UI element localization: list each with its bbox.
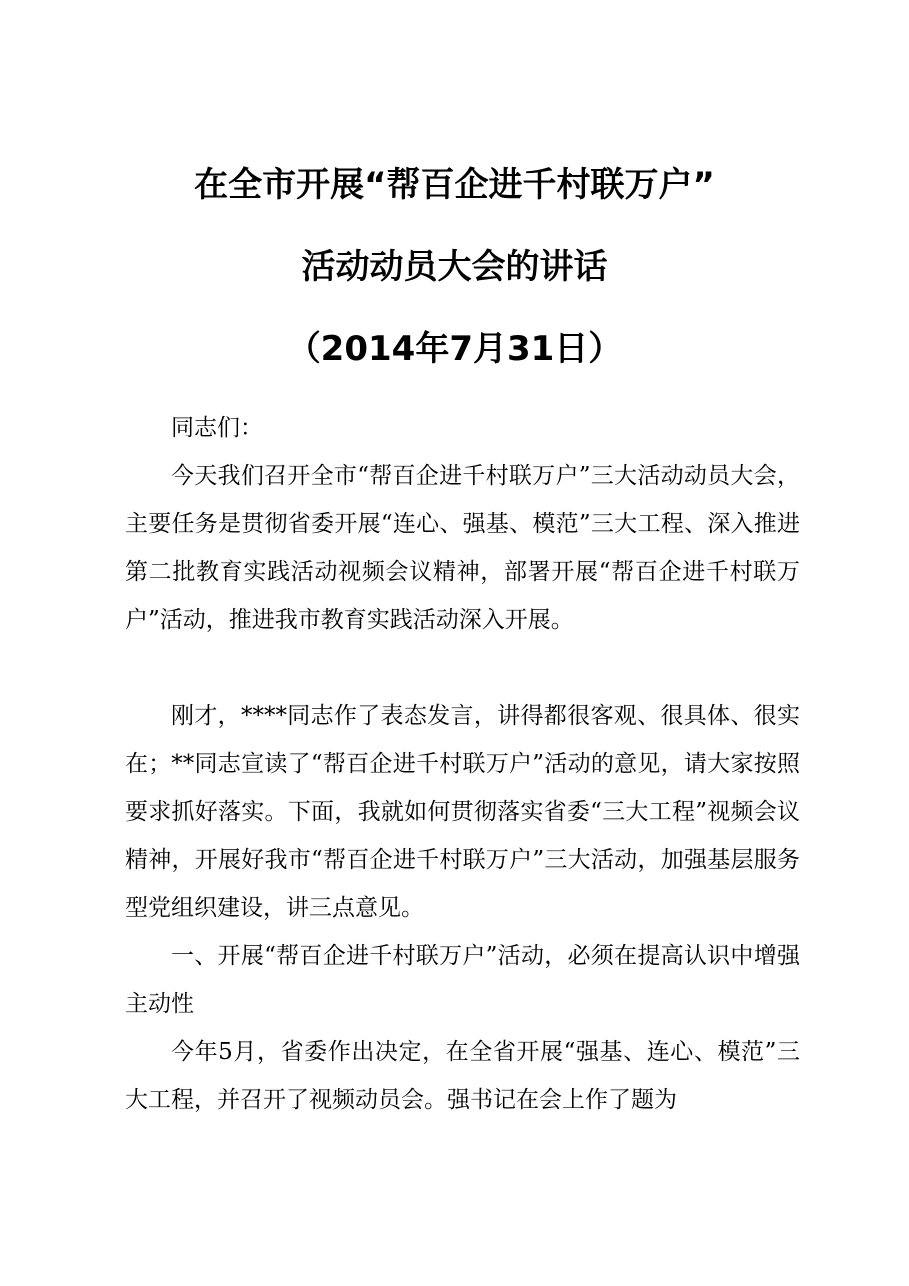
section-heading-text: 一、开展“帮百企进千村联万户”活动，必须在提高认识中增强主动性 [125, 943, 800, 1017]
body-paragraph-3 [125, 1028, 800, 1124]
paragraph-text: 今年5月，省委作出决定，在全省开展“强基、连心、模范”三大工程，并召开了视频动员会。强书记在会上作了题为 [125, 1039, 800, 1113]
body-paragraph-1 [125, 452, 800, 644]
section-heading-1 [125, 932, 800, 1028]
paragraph-text: 今天我们召开全市“帮百企进千村联万户”三大活动动员大会，主要任务是贯彻省委开展“连心、强基、模范”三大工程、深入推进第二批教育实践活动视频会议精神，部署开展“帮百企进千村联万户”活动，推进我市教育实践活动深入开展。 [125, 463, 800, 633]
document-title-line-2: 活动动员大会的讲话 [301, 247, 608, 287]
body-paragraph-2 [125, 692, 800, 932]
paragraph-text: 刚才，****同志作了表态发言，讲得都很客观、很具体、很实在；**同志宣读了“帮百企进千村联万户”活动的意见，请大家按照要求抓好落实。下面，我就如何贯彻落实省委“三大工程”视频会议精神，开展好我市“帮百企进千村联万户”三大活动，加强基层服务型党组织建设，讲三点意见。 [125, 703, 800, 921]
salutation: 同志们： [171, 415, 263, 441]
document-date-line: （2014年7月31日） [286, 329, 623, 369]
document-title-line-1: 在全市开展“帮百企进千村联万户” [194, 165, 715, 205]
